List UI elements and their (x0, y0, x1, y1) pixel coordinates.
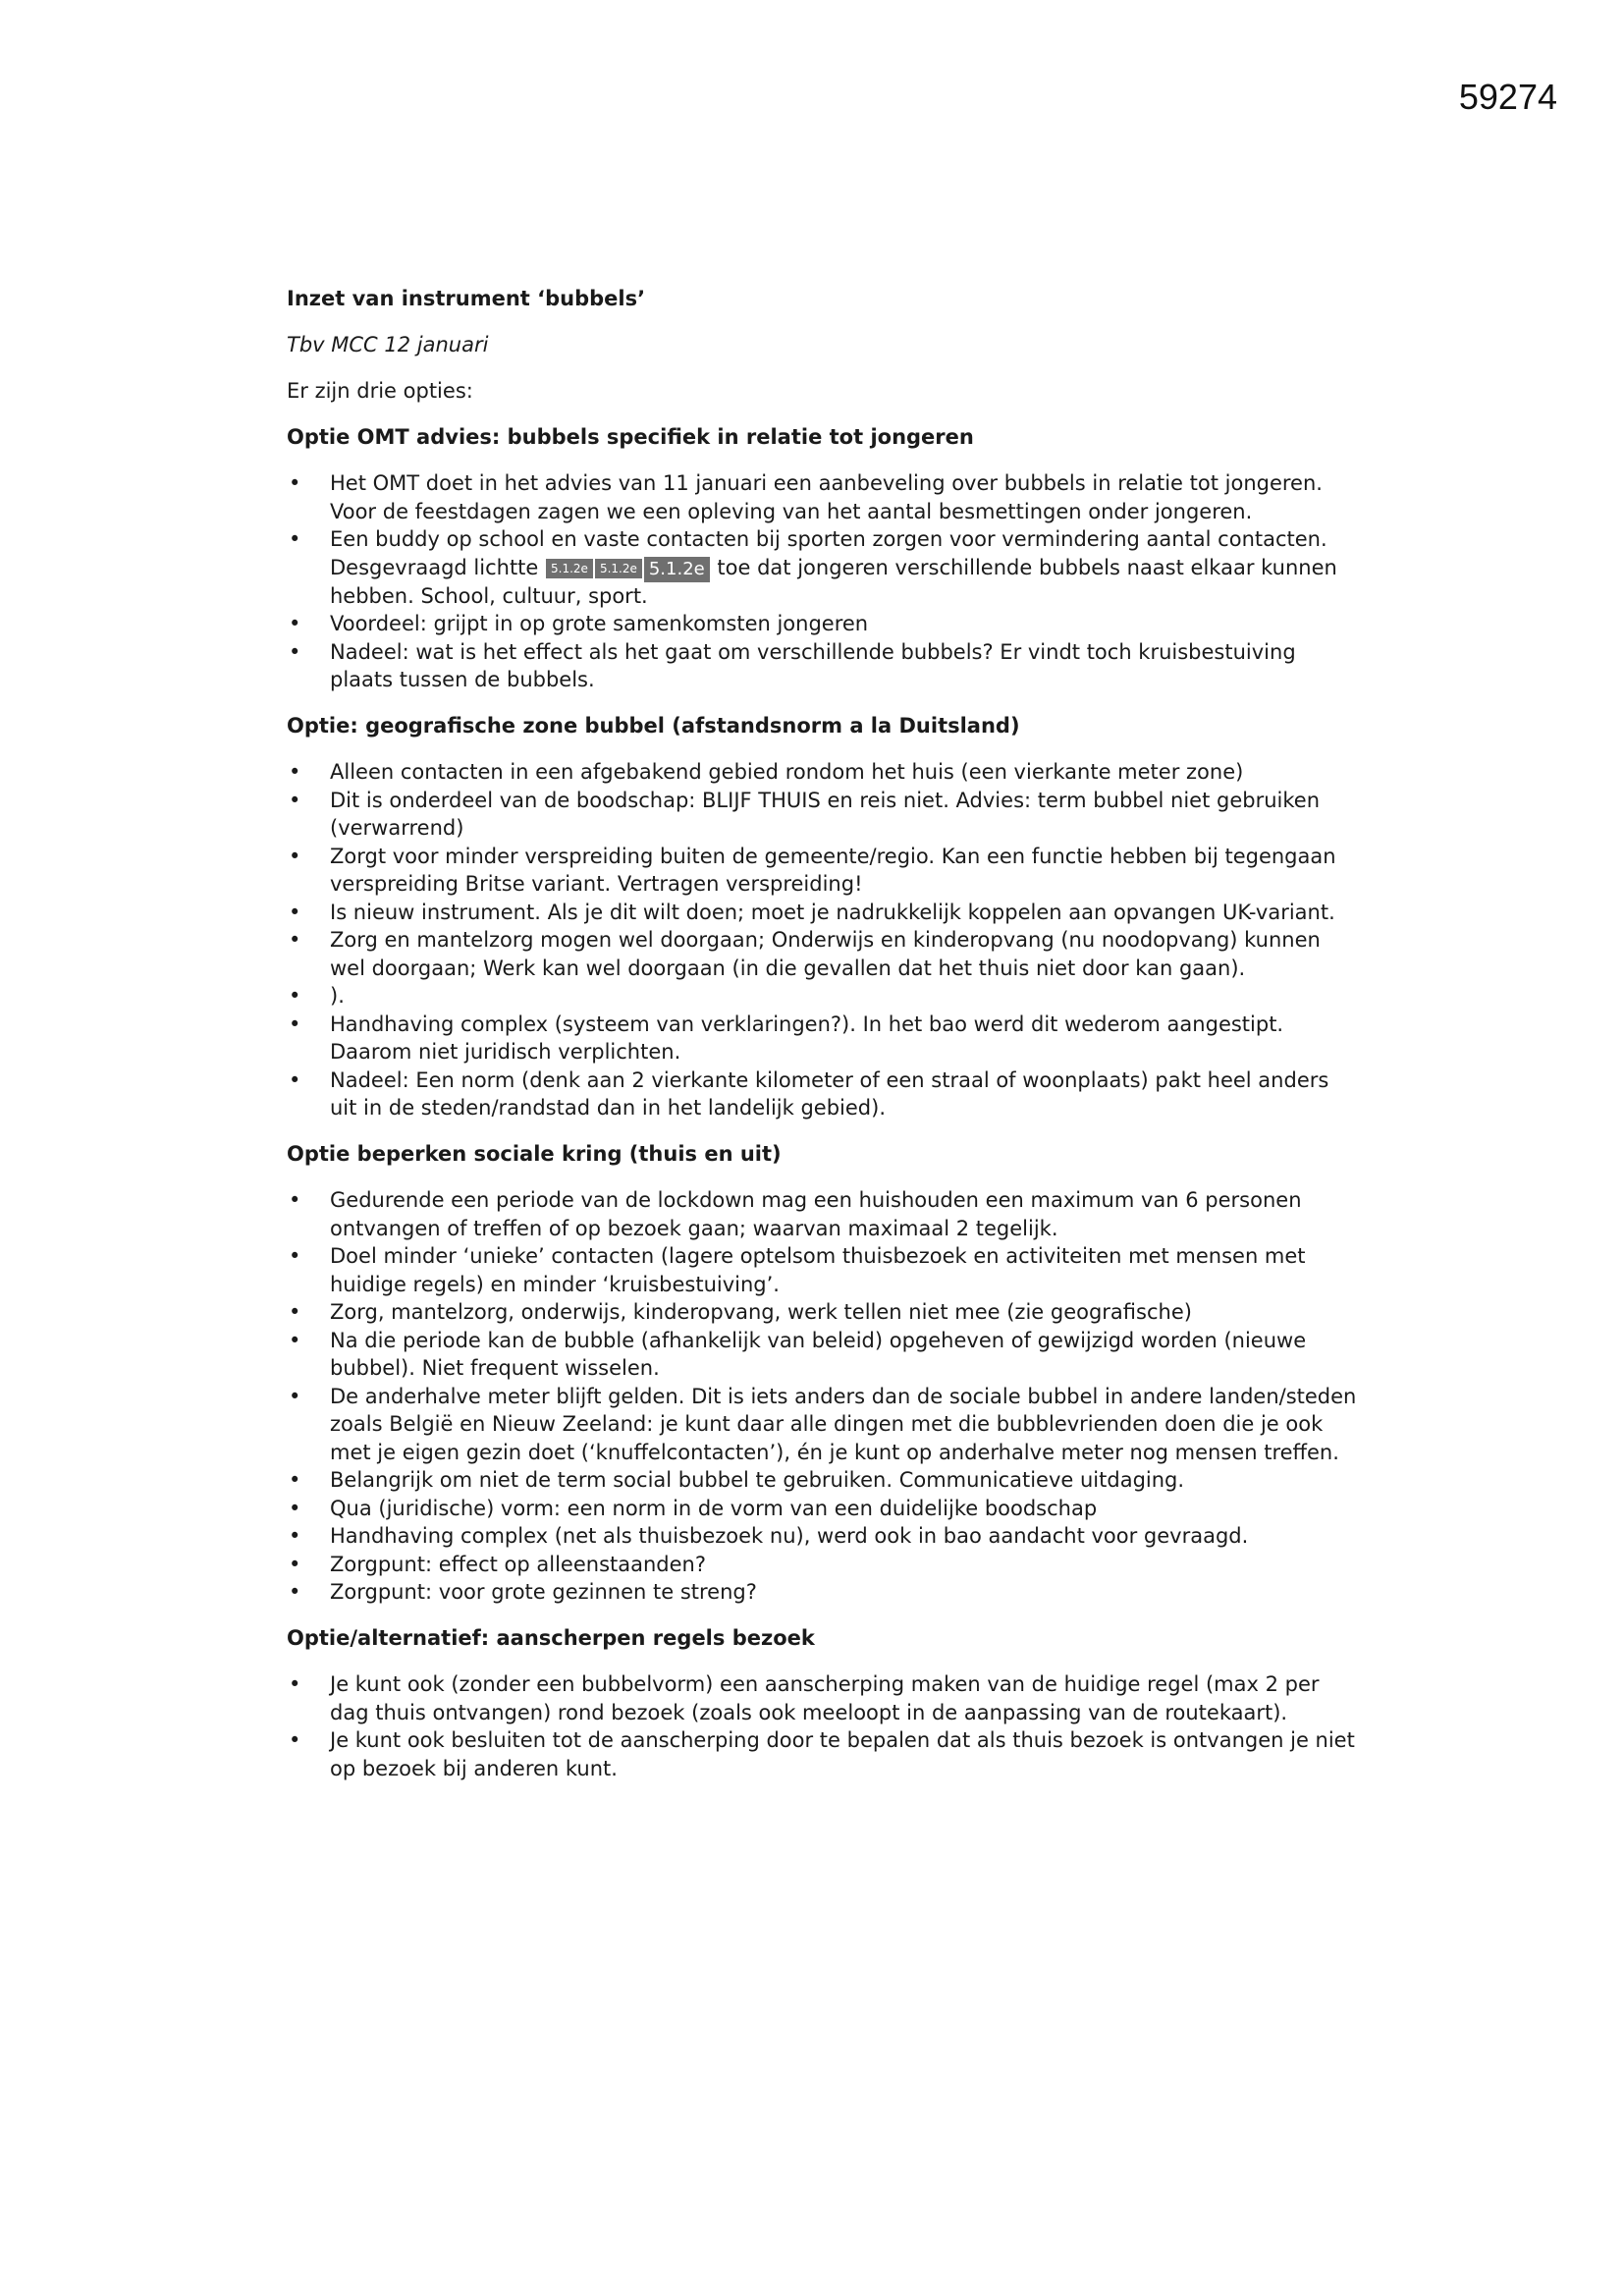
list-item: • ). (287, 982, 1357, 1011)
list-item: • Het OMT doet in het advies van 11 januari een aanbeveling over bubbels in relatie tot jongeren. Voor de feestdagen zagen we een opleving van het aantal besmettingen onder jongeren. (287, 469, 1357, 525)
page-number: 59274 (1458, 77, 1557, 117)
list-item: • De anderhalve meter blijft gelden. Dit is iets anders dan de sociale bubbel in andere landen/steden zoals België en Nieuw Zeeland: je kunt daar alle dingen met die bubblevrienden doen die je ook met je eigen gezin doet (‘knuffelcontacten’), én je kunt op anderhalve meter nog mensen treffen. (287, 1383, 1357, 1467)
document-subtitle: Tbv MCC 12 januari (287, 332, 489, 356)
list-item: • Qua (juridische) vorm: een norm in de vorm van een duidelijke boodschap (287, 1495, 1357, 1523)
redaction-mark: 5.1.2e (644, 557, 710, 582)
list-item-text: Een buddy op school en vaste contacten bij sporten zorgen voor vermindering aantal contacten. Desgevraagd lichtte (330, 527, 1327, 579)
list-item: • Doel minder ‘unieke’ contacten (lagere optelsom thuisbezoek en activiteiten met mensen met huidige regels) en minder ‘kruisbestuiving’. (287, 1242, 1357, 1298)
list-item: • Belangrijk om niet de term social bubbel te gebruiken. Communicatieve uitdaging. (287, 1466, 1357, 1495)
list-item: • Gedurende een periode van de lockdown mag een huishouden een maximum van 6 personen ontvangen of treffen of op bezoek gaan; waarvan maximaal 2 tegelijk. (287, 1186, 1357, 1242)
bullet-list-geografische-zone (287, 758, 1357, 1122)
redaction-mark: 5.1.2e (595, 559, 642, 578)
list-item: • Nadeel: wat is het effect als het gaat om verschillende bubbels? Er vindt toch kruisbestuiving plaats tussen de bubbels. (287, 638, 1357, 694)
bullet-list-sociale-kring (287, 1186, 1357, 1607)
intro-text: Er zijn drie opties: (287, 379, 473, 403)
list-item: • Zorg en mantelzorg mogen wel doorgaan; Onderwijs en kinderopvang (nu noodopvang) kunnen wel doorgaan; Werk kan wel doorgaan (in die gevallen dat het thuis niet door kan gaan). (287, 926, 1357, 982)
list-item-text: toe dat jongeren verschillende bubbels naast elkaar kunnen hebben. School, cultuur, sport. (330, 555, 1337, 608)
list-item: • Voordeel: grijpt in op grote samenkomsten jongeren (287, 610, 1357, 638)
document-title: Inzet van instrument ‘bubbels’ (287, 287, 646, 310)
section-heading-sociale-kring: Optie beperken sociale kring (thuis en uit) (287, 1141, 782, 1166)
list-item: • Nadeel: Een norm (denk aan 2 vierkante kilometer of een straal of woonplaats) pakt heel anders uit in de steden/randstad dan in het landelijk gebied). (287, 1066, 1357, 1122)
section-heading-omt-advies: Optie OMT advies: bubbels specifiek in relatie tot jongeren (287, 424, 974, 449)
list-item: • Is nieuw instrument. Als je dit wilt doen; moet je nadrukkelijk koppelen aan opvangen UK-variant. (287, 899, 1357, 927)
list-item: • Je kunt ook (zonder een bubbelvorm) een aanscherping maken van de huidige regel (max 2 per dag thuis ontvangen) rond bezoek (zoals ook meeloopt in de aanpassing van de routekaart). (287, 1670, 1357, 1726)
list-item (287, 525, 1357, 610)
list-item: • Alleen contacten in een afgebakend gebied rondom het huis (een vierkante meter zone) (287, 758, 1357, 787)
document-body (287, 285, 1357, 1800)
bullet-list-omt-advies (287, 469, 1357, 694)
list-item: • Zorgt voor minder verspreiding buiten de gemeente/regio. Kan een functie hebben bij tegengaan verspreiding Britse variant. Vertragen verspreiding! (287, 843, 1357, 899)
list-item: • Handhaving complex (net als thuisbezoek nu), werd ook in bao aandacht voor gevraagd. (287, 1522, 1357, 1551)
list-item: • Dit is onderdeel van de boodschap: BLIJF THUIS en reis niet. Advies: term bubbel niet gebruiken (verwarrend) (287, 787, 1357, 843)
list-item: • Na die periode kan de bubble (afhankelijk van beleid) opgeheven of gewijzigd worden (nieuwe bubbel). Niet frequent wisselen. (287, 1327, 1357, 1383)
list-item: • Zorg, mantelzorg, onderwijs, kinderopvang, werk tellen niet mee (zie geografische) (287, 1298, 1357, 1327)
list-item: • Zorgpunt: effect op alleenstaanden? (287, 1551, 1357, 1579)
list-item: • Je kunt ook besluiten tot de aanscherping door te bepalen dat als thuis bezoek is ontvangen je niet op bezoek bij anderen kunt. (287, 1726, 1357, 1782)
bullet-list-aanscherpen-bezoek (287, 1670, 1357, 1782)
list-item: • Zorgpunt: voor grote gezinnen te streng? (287, 1578, 1357, 1607)
section-heading-geografische-zone: Optie: geografische zone bubbel (afstandsnorm a la Duitsland) (287, 713, 1020, 738)
section-heading-aanscherpen-bezoek: Optie/alternatief: aanscherpen regels bezoek (287, 1625, 815, 1650)
redaction-mark: 5.1.2e (546, 559, 593, 578)
list-item: • Handhaving complex (systeem van verklaringen?). In het bao werd dit wederom aangestipt. Daarom niet juridisch verplichten. (287, 1011, 1357, 1066)
